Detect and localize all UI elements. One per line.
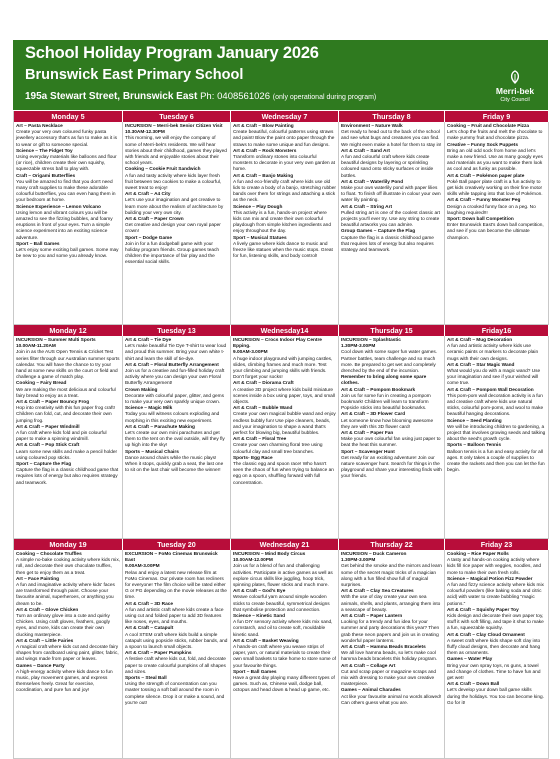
activity-entry xyxy=(341,688,442,707)
activity-entry xyxy=(341,180,442,205)
activity-title: INCURSION – Splashtastic xyxy=(341,338,401,343)
activity-title: EXCURSION – FoMo Cinemas Brunswick East xyxy=(125,552,218,564)
activity-title: Art & Craft – Little Fairies xyxy=(16,638,74,644)
activity-description: We will be introducing children to gardening, a project that involves growing seeds and talking about the seed's growth cycle. xyxy=(447,424,546,443)
activity-entry xyxy=(447,388,546,419)
activity-description: A cool STEM craft where kids build a simple catapult using popsicle sticks, rubber bands, and a spoon to launch small objects. xyxy=(125,632,228,651)
day-header: Thursday 15 xyxy=(339,325,445,336)
activity-entry xyxy=(125,388,228,407)
activity-title: Art – Pasta Necklace xyxy=(16,124,63,129)
activity-title: Art & Craft – A4 City xyxy=(125,192,171,198)
day-header: Tuesday 13 xyxy=(123,325,231,336)
activity-description: A fun and colourful craft where kids create beautiful designs by layering or sprinkling coloured sand onto sticky surfaces or inside bottles. xyxy=(341,155,434,179)
activity-title: Science – Seed Planting xyxy=(447,418,502,424)
activity-entry xyxy=(16,552,120,577)
activity-title: Art & Craft – Down Ball xyxy=(447,682,500,688)
activity-title: Art & Craft – Squishy Paper Toy xyxy=(447,607,519,613)
activity-entry xyxy=(341,205,442,230)
activity-title: Art & Craft – Floral Butterfly Arrangement xyxy=(125,362,219,368)
activity-title: Art & Craft – Waterlily Pond xyxy=(341,179,404,185)
activity-entry xyxy=(233,381,336,406)
activity-description: Learn some new skills and make a pencil holder using coloured pop sticks. xyxy=(16,449,118,461)
activity-description: Let's make beautiful Tie Dye T-shirt to wear loud and proud this summer. Bring your own white t-shirt and learn the skill of tie-dye. xyxy=(125,344,227,362)
activity-description: Let's develop your down ball game skills during the holidays. You too can become king. Go for it! xyxy=(447,688,544,706)
activity-description: Join us for a blend of fun and challenging activities. Participate in active games as well as explore circus skills like juggling, hoop trick, spinning plates, flower sticks and much more. xyxy=(233,564,333,589)
activity-description: What would you do with a magic wand? Use your imagination and see if your wished will come true. xyxy=(447,369,541,387)
activity-entry xyxy=(125,552,228,564)
activity-title: Art & Craft – Paper Bouncy Frog xyxy=(16,400,90,406)
activity-entry xyxy=(447,633,546,658)
activity-title: Art & Craft – Bubble Wand xyxy=(233,406,293,412)
activity-title: Games – Animal Charades xyxy=(341,688,401,694)
activity-entry xyxy=(341,645,442,664)
activity-title: Art & Craft – Paper Pumpkins xyxy=(125,651,192,657)
activity-entry xyxy=(125,564,228,601)
activity-entry xyxy=(447,443,546,474)
phone-number: 0408561026 xyxy=(217,91,270,102)
activity-description: A tasty and hands-on cooking activity where kids fill rice paper with veggies, noodles, and more to make their own fresh rolls. xyxy=(447,558,541,576)
activity-entry xyxy=(125,236,228,267)
activity-entry xyxy=(233,338,336,350)
activity-entry xyxy=(341,388,442,413)
day-activities xyxy=(14,550,123,759)
activity-description: Bring your own spray toys, ns guns, a towel and change of clothes. Time to have fun and get wet! xyxy=(447,663,541,682)
activity-entry xyxy=(447,143,546,174)
activity-entry xyxy=(125,217,228,236)
activity-description: Relax and enjoy a latest new release film at FoMo Cinemas. Our private room has recliners for everyone! The film choice will be rated either G or PG depending on the movie releases at the time. xyxy=(125,570,227,601)
day-activities xyxy=(231,336,339,539)
activity-description: Act like your favourite animal no words allowed! Can others guess what you are. xyxy=(341,694,442,706)
activity-title: Art & Craft – Basket Weaving xyxy=(233,638,299,644)
activity-entry xyxy=(341,614,442,645)
activity-description: The classic egg and spoon race! Who hasn't seen the chaos of fun when trying to balance an egg on a spoon, shuffling forward with full concentration. xyxy=(233,462,334,486)
activity-description: Get ready to head out to the back of the school and see what bugs and creatures you can find. We might even make a hotel for them to stay in! xyxy=(341,130,442,148)
activity-entry xyxy=(16,205,120,242)
program-title: School Holiday Program January 2026 xyxy=(25,44,319,62)
activity-entry xyxy=(447,608,546,633)
day-header: Wednesday14 xyxy=(231,325,339,336)
activity-description: Let's use your imagination and get creative to learn more about the realism of architecture by building your very own city. xyxy=(125,198,224,216)
activity-title: Art & Craft – String Art xyxy=(341,204,393,210)
activity-entry xyxy=(16,425,120,444)
activity-title: Art & Craft – Rock Monsters xyxy=(233,148,297,154)
activity-description: Create your own magical bubble wand and enjoy endless bubbly fun! Use pipe cleaners, beads, and your imagination to shape a wand that's perfect for blowing big, beautiful bubbles. xyxy=(233,412,336,437)
activity-title: 10.00AM-12.00PM xyxy=(233,558,273,564)
activity-description: Transform ordinary stones into colourful monsters to decorate in your very own garden at home. xyxy=(233,155,335,173)
day-header: Monday 12 xyxy=(14,325,123,336)
activity-title: Art & Craft – Blow Painting xyxy=(233,124,294,129)
activity-entry xyxy=(341,450,442,481)
activity-entry xyxy=(341,412,442,431)
activity-title: 10.00AM-11.20AM xyxy=(16,344,56,350)
leaf-icon xyxy=(508,70,522,84)
activity-description: You will be amazed to find that you don't need many craft supplies to make these adorable colourful butterflies, you can even hang them in your bedroom at home. xyxy=(16,179,116,204)
activity-entry xyxy=(125,676,228,707)
activity-entry xyxy=(233,236,336,261)
activity-description: Create your very own coloured funky pasta jewellery accessory that's as fun to make as it is to wear or gift to someone special. xyxy=(16,130,117,148)
activity-title: Art & Craft – Sand Art xyxy=(341,148,390,154)
activity-entry xyxy=(233,589,336,614)
activity-title: Science – Magic Milk xyxy=(125,406,173,412)
activity-title: INCURSION – Mind Body Circus xyxy=(233,552,306,557)
activity-title: 9.00AM-3.00PM xyxy=(233,350,268,356)
day-header: Tuesday 6 xyxy=(123,111,231,122)
activity-entry xyxy=(16,174,120,205)
activity-title: Art & Craft – Diorama Craft xyxy=(233,381,294,387)
day-header: Friday16 xyxy=(445,325,549,336)
activity-description: Capture the flag is a classic childhood game that requires lots of energy but also requires strategy and teamwork. xyxy=(16,468,119,486)
activity-entry xyxy=(233,558,336,589)
activity-title: Art & Craft – 3D Race xyxy=(125,601,174,607)
activity-description: Create your own charming floral tree using colourful clay and small tree branches. xyxy=(233,443,323,455)
activity-title: Art & Craft – Catapult xyxy=(125,626,174,632)
day-header: Friday 23 xyxy=(445,539,549,550)
activity-description: Get creative and design your own royal paper crown! xyxy=(125,223,221,235)
activity-title: Art & Craft – Star Magic Wand xyxy=(447,362,515,368)
activity-entry xyxy=(16,344,120,381)
activity-title: Art & Craft – Mug Decoration xyxy=(447,338,513,343)
activity-entry xyxy=(125,406,228,425)
activity-description: Today you will witness colours exploding and morphing in this exciting new experiment. xyxy=(125,412,220,424)
activity-description: Join us for some fun in creating a pompom bookmark! Children will learn to transform Popsicle sticks into beautiful bookmarks. xyxy=(341,393,431,412)
activity-title: 1.30PM-3.00PM xyxy=(341,558,376,564)
activity-title: Art & Craft – Collage Art xyxy=(341,663,396,669)
council-logo xyxy=(488,70,542,106)
activity-title: 10.30AM-12.30PM xyxy=(125,130,165,136)
phone-label: Ph: xyxy=(200,91,215,102)
day-header: Thursday 22 xyxy=(339,539,445,550)
activity-title: Art & Craft – Pokémon paper plate xyxy=(447,173,525,179)
activity-title: Games – Dance Party xyxy=(16,663,65,669)
activity-entry xyxy=(16,149,120,174)
activity-title: Sport – Dodge Game xyxy=(125,235,172,241)
day-activities xyxy=(339,336,445,539)
activity-description: We are making the most delicious and colourful fairy bread to enjoy as a treat. xyxy=(16,387,116,399)
activity-description: A huge indoor playground with jumping castles, slides, climbing frames and much more. Test your climbing and jumping skills with friends. Don't forget your socks! xyxy=(233,356,333,381)
activity-description: Cut and scrap paper or magazine scraps and mix with dressing to make your own creative masterpiece. xyxy=(341,669,437,688)
activity-description: Decorate with colourful paper, glitter, and gems to make your very own sparkly unique crown. xyxy=(125,393,225,406)
activity-title: Sport – Musical Statues xyxy=(233,235,287,241)
activity-description: Using lemon and vibrant colours you will be amazed to see the fizzing bubbles, and foamy eruptions in front of your eyes. Turn a simple science experiment into an exciting science adventure. xyxy=(16,210,113,241)
address: 195a Stewart Street, Brunswick East xyxy=(25,91,198,102)
activity-title: INCURSION – Merri-bek Senior Citizen Visit xyxy=(125,124,223,129)
day-header: Wednesday 21 xyxy=(231,539,339,550)
activity-entry xyxy=(341,431,442,450)
day-activities xyxy=(231,550,339,759)
activity-entry xyxy=(341,375,442,387)
activity-description: Enter Brunswick East's down ball competition, and see if you can become the ultimate champion. xyxy=(447,223,544,241)
activity-title: 9.00AM-3.00PM xyxy=(125,564,160,570)
activity-title: Art & Craft – Parachute Making xyxy=(125,424,195,430)
activity-title: Art & Craft – Banjo Making xyxy=(233,173,294,179)
activity-entry xyxy=(125,130,228,167)
address-line xyxy=(25,91,376,102)
day-activities xyxy=(123,122,231,325)
activity-title: Science Experience – Lemon Volcano xyxy=(16,204,101,210)
activity-description: Using the strength of concentration can you master tossing a soft ball around the room in complete silence. Drop it or make a sound, and you're out! xyxy=(125,682,225,706)
phone-note: (only operational during program) xyxy=(272,94,377,101)
school-name: Brunswick East Primary School xyxy=(25,67,244,83)
activity-description: A lively game where kids dance to music and freeze like statues when the music stops. Great for fun, listening skills, and body control! xyxy=(233,241,333,260)
header-banner xyxy=(13,40,548,110)
activity-entry xyxy=(233,406,336,437)
activity-description: Turn an ordinary glove into a cute and quirky Chicken. Using craft gloves, feathers, googly eyes, and more, kids can create their own clucking masterpiece. xyxy=(16,614,110,638)
activity-entry xyxy=(16,664,120,695)
activity-entry xyxy=(16,639,120,664)
day-header: Monday 19 xyxy=(14,539,123,550)
activity-entry xyxy=(125,425,228,450)
activity-title: Sport – Capture the Flag xyxy=(16,462,72,468)
logo-name: Merri-bek xyxy=(495,86,535,96)
activity-title: Art & Craft – Glove Chicken xyxy=(16,607,79,613)
activity-title: INCURSION – Crocs Indoor Play Centre Epping. xyxy=(233,338,322,350)
activity-title: Art & Craft – Paper Windmill xyxy=(16,424,80,430)
activity-title: Science – Kinetic Sand xyxy=(233,614,286,620)
activity-description: A fun and imaginative activity where kids' faces are transformed through paint. Choose your favourite animal, superheroes, or anything you dream to be. xyxy=(16,583,115,607)
activity-description: Have a great day playing many different types of games. Such as, Chinese wall, dodge ball, octopus and head down & head up game, etc. xyxy=(233,676,335,694)
activity-entry xyxy=(125,602,228,627)
activity-description: Weave colourful yarn around simple wooden sticks to create beautiful, symmetrical designs that symbolise protection and connection. xyxy=(233,595,330,613)
activity-entry xyxy=(447,174,546,199)
activity-entry xyxy=(447,217,546,242)
activity-title: Cooking – Rice Paper Rolls xyxy=(447,552,509,557)
activity-description: Looking for a trendy and fun idea for your summer and party decorations this year? Then grab these neon papers and join us in creating wonderful paper lanterns. xyxy=(341,620,440,644)
activity-description: Make your own waterlily pond with paper lilies to float. To finish off illustrate in colour your own water lily painting. xyxy=(341,186,441,204)
activity-title: Cooking – Fruit and Chocolate Pizza xyxy=(447,124,530,129)
activity-description: Dance around chairs while the music plays! When it stops, quickly grab a seat, the last one to sit on the last chair will become the winner! xyxy=(125,455,224,474)
activity-entry xyxy=(16,462,120,487)
activity-description: Create beautiful, colourful patterns using straws and paint! Blow the paint onto paper through the straws to make some unique and fun designs. xyxy=(233,130,335,148)
activity-title: INCURSION – Duck Cameron xyxy=(341,552,407,557)
logo-subtitle: City Council xyxy=(500,97,530,103)
activity-description: Let's chop the fruits and melt the chocolate to make yummy fruit and chocolate pizza. xyxy=(447,130,543,142)
activity-description: This morning, we will enjoy the company of some of Merri-bek's residents. We will hear stories about their childhood, games they played with friends and enjoyable stories about their school years. xyxy=(125,136,227,167)
activity-title: Art & Craft – Floral Tree xyxy=(233,437,287,443)
activity-title: Sport – Ball Games xyxy=(16,241,60,247)
day-header: Tuesday 20 xyxy=(123,539,231,550)
activity-entry xyxy=(125,626,228,651)
activity-entry xyxy=(447,419,546,444)
activity-entry xyxy=(447,657,546,682)
day-activities xyxy=(339,550,445,759)
activity-title: Science – Magical Potion Fizz Powder xyxy=(447,576,533,582)
activity-entry xyxy=(233,456,336,487)
day-activities xyxy=(445,550,549,759)
activity-title: Craft – Origami Butterflies xyxy=(16,173,76,179)
activity-title: Art & Craft – Pompom Bookmark xyxy=(341,387,416,393)
activity-entry xyxy=(233,205,336,236)
activity-title: INCURSION – Summer Multi Sports xyxy=(16,338,96,343)
activity-entry xyxy=(233,614,336,639)
activity-entry xyxy=(233,174,336,205)
activity-title: Cooking – Fairy Bread xyxy=(16,381,67,387)
day-activities xyxy=(123,336,231,539)
activity-title: Art & Craft – Paper Crown xyxy=(125,217,184,223)
activity-title: Art & Craft – Tie Dye xyxy=(125,338,172,343)
activity-description: Cool down with some super fun water games. Partner battles, team challenge and so much more. Be prepared to get wet and completely drenched by the end of the incursion. xyxy=(341,350,438,375)
activity-description: This pom-pom wall decoration activity is a fun and creative craft where kids use natural sticks, colourful pom-poms, and wool to make beautiful hanging decorations. xyxy=(447,393,544,418)
activity-entry xyxy=(447,682,546,707)
day-activities xyxy=(445,336,549,539)
activity-description: Bring an old odd sock from home and let's make a new friend. Use as many googly eyes and materials as you want to make them look as cool and as funky as possible. xyxy=(447,148,543,173)
activity-entry xyxy=(233,437,336,456)
activity-description: Capture the flag is a classic childhood game that requires lots of energy but also requires strategy and teamwork. xyxy=(341,235,434,254)
activity-entry xyxy=(447,124,546,143)
activity-description: A sweet craft where kids shape soft clay into fluffy cloud designs, then decorate and hang them as ornaments. xyxy=(447,638,541,657)
activity-entry xyxy=(125,450,228,475)
activity-description: Make your own colourful fan using just paper to beat the heat this summer. xyxy=(341,437,441,449)
activity-title: Games – Water Play xyxy=(447,657,493,663)
activity-description: Get ready for an exciting adventure! Join our nature scavenger hunt. Search for things in the playground and share your interesting finds with your friends. xyxy=(341,455,442,480)
activity-title: Cooking – Cookie Fruit Sandwich xyxy=(125,167,201,173)
activity-description: A fun craft where kids fold and pin colourful paper to make a spinning windmill. xyxy=(16,431,107,443)
activity-entry xyxy=(125,363,228,388)
activity-entry xyxy=(233,350,336,381)
activity-entry xyxy=(16,124,120,149)
activity-title: Sport: Down ball Competition xyxy=(447,217,514,223)
program-grid xyxy=(13,111,548,759)
activity-description: We all love hamma beads, so let's make cool hamma beads bracelets this holiday program. xyxy=(341,651,438,663)
activity-description: A fun and artistic craft where kids create a face using cut and folded paper to add 3D features like noses, eyes, and mouths. xyxy=(125,607,224,626)
activity-title: Sport – Scavenger Hunt xyxy=(341,449,395,455)
activity-description: A fun and fizzy science activity where kids mix colourful powders (like baking soda and citric acid) with water to create bubbling "magic potions." xyxy=(447,583,544,607)
activity-title: Sports – Steal Ball xyxy=(125,676,167,682)
activity-entry xyxy=(341,558,442,589)
activity-description: This activity is a fun, hands-on project where kids can mix and create their own colourful playdough from simple kitchen ingredients and enjoy throughout the day. xyxy=(233,210,331,235)
activity-entry xyxy=(341,344,442,375)
activity-description: Let's enjoy some exciting ball games. Some may be new to you and some you already know. xyxy=(16,248,119,260)
activity-entry xyxy=(16,577,120,608)
activity-entry xyxy=(16,381,120,400)
activity-entry xyxy=(341,229,442,254)
activity-title: Crown Making xyxy=(125,387,158,393)
activity-title: Science – The Fidget Toy xyxy=(16,148,73,154)
activity-description: Pulled string art is one of the coolest classic art projects you'll ever try. Use any string to create beautiful artworks you can admire. xyxy=(341,210,441,229)
activity-entry xyxy=(125,192,228,217)
activity-entry xyxy=(16,443,120,462)
activity-title: Science – Play Dough xyxy=(233,204,283,210)
day-header: Wednesday 7 xyxy=(231,111,339,122)
activity-title: Art & Craft – Funny Monster Peg xyxy=(447,198,521,204)
activity-entry xyxy=(16,242,120,261)
activity-title: Sports – Balloon Tennis xyxy=(447,443,502,449)
activity-description: A magical craft where kids cut and decorate fairy shapes from cardboard using paint, glitter, fabric, and wings made from paper or leaves. xyxy=(16,645,119,663)
day-activities xyxy=(123,550,231,759)
activity-title: Art & Craft – Paper Fan xyxy=(341,431,394,437)
activity-description: A fun and artistic activity where kids use ceramic paints or markers to decorate plain mugs with their own designs. xyxy=(447,344,539,362)
activity-title: Art & Craft – Clay Cloud Ornament xyxy=(447,632,525,638)
activity-title: Group Games – Capture the Flag xyxy=(341,229,416,235)
activity-description: Join in for a fun dodgeball game with your holiday program friends. Group games teach children the importance of fair play and the essential social skills. xyxy=(125,241,219,266)
activity-description: Using everyday materials like balloons and flour (or rice), children create their own squishy, squeezable stress ball to play with. xyxy=(16,155,117,173)
activity-title: Environment – Nature Walk xyxy=(341,124,403,129)
day-activities xyxy=(14,122,123,325)
activity-entry xyxy=(447,363,546,388)
activity-entry xyxy=(125,167,228,192)
activity-description: A high-energy activity where kids dance to fun music, play movement games, and express themselves freely. Great for exercise, coordination, and pure fun and joy! xyxy=(16,669,113,694)
day-header: Thursday 8 xyxy=(339,111,445,122)
activity-title: Art & Craft – God's Eye xyxy=(233,589,286,595)
activity-description: A simple no-bake cooking activity where kids mix, roll, and decorate their own chocolate truffles, then get to enjoy them as a treat. xyxy=(16,558,121,576)
activity-title: Sports- Egg Race xyxy=(233,455,273,461)
activity-description: A festive craft where kids cut, fold, and decorate paper to create colourful pumpkins of all shapes and sizes. xyxy=(125,657,226,675)
activity-description: A fun DIY sensory activity where kids mix sand, cornstarch, and oil to create soft, mouldable kinetic sand. xyxy=(233,620,333,638)
activity-description: A fun and tasty activity where kids layer fresh fruit between two cookies to make a colourful, sweet treat to enjoy! xyxy=(125,173,222,192)
activity-entry xyxy=(233,639,336,670)
day-header: Friday 9 xyxy=(445,111,549,122)
activity-description: Hop into creativity with this fun paper frog craft! Children can fold, cut, and decorate their own jumping frog. xyxy=(16,406,116,424)
day-activities xyxy=(445,122,549,325)
activity-description: Kids design and decorate their own paper toy, stuff it with soft filling, and tape it shut to make a fun, squeezable squishy. xyxy=(447,614,544,632)
activity-description: With the use of clay create your own sea animals, shells, and plants, arranging them into a seascape of beauty. xyxy=(341,595,441,613)
activity-entry xyxy=(233,149,336,174)
day-header: Monday 5 xyxy=(14,111,123,122)
day-activities xyxy=(231,122,339,325)
activity-title: Sport – Ball Games xyxy=(233,669,277,675)
activity-description: A creative 3D project where kids build miniature scenes inside a box using paper, toys, and small objects. xyxy=(233,387,335,406)
activity-title: Art & Craft – 3D Flower Card xyxy=(341,412,406,418)
activity-description: Join us for a creative and fun-filled holiday craft activity where you can design your own Floral Butterfly Arrangement! xyxy=(125,369,225,387)
activity-title: Remember to bring along some spare clothes. xyxy=(341,375,427,387)
activity-title: Art & Craft – Pompom Wall Decoration xyxy=(447,387,534,393)
activity-entry xyxy=(233,124,336,149)
activity-title: Art & Craft – Pop Stick Craft xyxy=(16,443,80,449)
activity-entry xyxy=(341,664,442,689)
activity-entry xyxy=(16,608,120,639)
activity-entry xyxy=(16,400,120,425)
activity-entry xyxy=(341,149,442,180)
activity-description: A fun and eco-friendly craft where kids use old lids to create a body of a banjo, stretching rubber bands over them for strings and attaching a stick as the neck. xyxy=(233,179,336,204)
activity-entry xyxy=(125,651,228,676)
activity-entry xyxy=(447,552,546,577)
activity-title: 1.30PM-3.00PM xyxy=(341,344,376,350)
activity-description: Poké Ball paper plate craft is a fun activity to get kids creatively working on their fine motor skills while tapping into that love of Pokémon. xyxy=(447,179,543,198)
activity-description: Join in as the AUS Open Tennis & Cricket Test series filter through our Australian summer sports calendar. You will have the chance to try your hand at some new skills on the court or field and challenge a game of match play. xyxy=(16,350,120,381)
day-activities xyxy=(339,122,445,325)
activity-entry xyxy=(447,338,546,363)
activity-entry xyxy=(233,670,336,695)
activity-description: Let someone know how blooming awesome they are with this 3D flower card! xyxy=(341,418,434,430)
activity-entry xyxy=(341,124,442,149)
activity-title: Art & Craft – Hamma Beads Bracelets xyxy=(341,645,426,651)
activity-title: Art & Craft – Clay Sea Creatures xyxy=(341,589,414,595)
activity-entry xyxy=(125,338,228,363)
activity-entry xyxy=(447,577,546,608)
activity-title: Art – Face Painting xyxy=(16,576,60,582)
activity-entry xyxy=(447,198,546,217)
activity-entry xyxy=(341,589,442,614)
activity-description: Balloon tennis is a fun and easy activity for all ages. It only takes a couple of supplies to create the rackets and then you can let the fun begin. xyxy=(447,449,545,474)
activity-description: Design a crooked funny face on a peg. No laughing required!!! xyxy=(447,204,536,216)
activity-description: Get behind the smoke and the mirrors and learn some of the secret magic tricks of a magician along with a fun filled show full of magical surprises. xyxy=(341,564,442,589)
day-activities xyxy=(14,336,123,539)
activity-description: Let's create our own mini parachutes and get them to the tent on the oval outside, will they fly up high into the sky! xyxy=(125,431,225,449)
activity-description: A hands-on craft where you weave strips of paper, yarn, or natural materials to create their own small baskets to take home to store some of your favourite things. xyxy=(233,645,336,669)
activity-title: Sports – Musical Chairs xyxy=(125,449,179,455)
activity-title: Cooking – Chocolate Truffles xyxy=(16,552,82,557)
activity-title: Art & Craft – Paper Lantern xyxy=(341,614,403,620)
activity-title: Creative – Funny Sock Puppets xyxy=(447,142,519,148)
